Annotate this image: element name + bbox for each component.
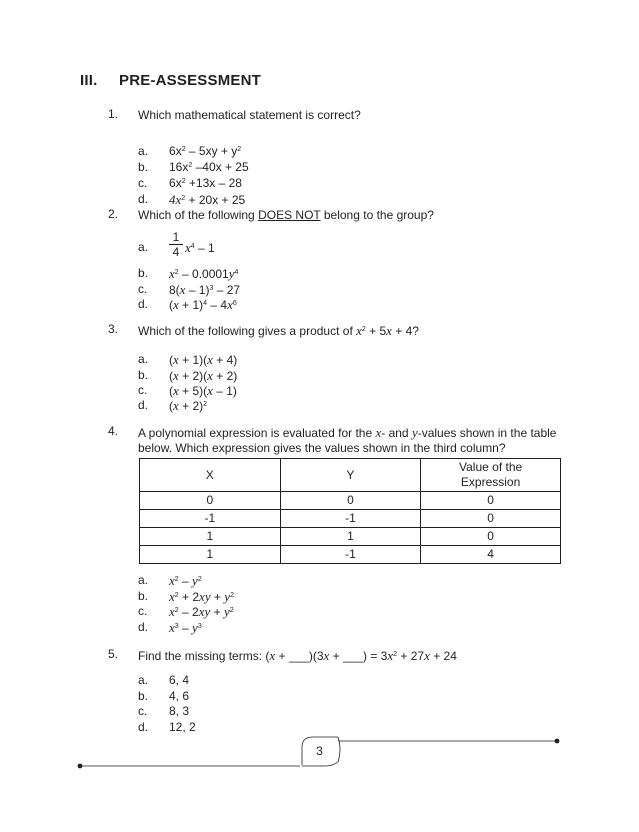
question-4-text-line1: A polynomial expression is evaluated for the x- and y-values shown in the table: [138, 425, 557, 440]
table-cell: 0: [421, 492, 561, 510]
question-5-text: Find the missing terms: (x + ___)(3x + ___) = $3x^2 + 27x + 24$: [138, 648, 457, 663]
q4-option-c-label: c.: [138, 604, 148, 618]
q1-option-d-label: d.: [138, 192, 149, 206]
q2-option-b-label: b.: [138, 266, 149, 280]
question-3-number: 3.: [108, 322, 119, 336]
table-cell: -1: [140, 510, 281, 528]
q4-option-c: $x^2 - 2xy + y^2$: [169, 604, 234, 619]
q5-option-b-label: b.: [138, 689, 149, 703]
q3-option-c-label: c.: [138, 383, 148, 397]
table-header-y: Y: [280, 459, 421, 492]
q2-option-b: $x^2 - 0.0001y^4$: [169, 266, 239, 281]
q5-option-b: 4, 6: [169, 689, 190, 703]
q3-option-a: (x + 1)(x + 4): [169, 352, 238, 367]
question-1-number: 1.: [108, 107, 119, 121]
q3-option-a-label: a.: [138, 352, 149, 366]
section-heading: PRE-ASSESSMENT: [119, 72, 261, 89]
page-number: 3: [316, 744, 323, 758]
question-4-text-line2: below. Which expression gives the values shown in the third column?: [138, 441, 506, 455]
q4-option-d-label: d.: [138, 620, 149, 634]
q3-option-d: $(x + 2)^2$: [169, 398, 208, 413]
table-cell: -1: [280, 510, 421, 528]
q2-option-d-label: d.: [138, 297, 149, 311]
q1-option-a-label: a.: [138, 144, 149, 158]
table-cell: 4: [421, 546, 561, 564]
section-numeral: III.: [80, 72, 98, 89]
q2-option-a-fraction: 1 4: [169, 231, 183, 258]
q4-option-b-label: b.: [138, 589, 149, 603]
q5-option-d-label: d.: [138, 720, 149, 734]
q2-option-c-label: c.: [138, 282, 148, 296]
q2-option-d: $(x + 1)^4 - 4x^6$: [169, 297, 237, 312]
table-cell: 0: [280, 492, 421, 510]
q2-option-c: 8(x – 1)$^3$ – 27: [169, 282, 241, 297]
table-cell: 0: [140, 492, 281, 510]
q1-option-a: $6x^2 - 5xy + y^2$: [169, 144, 242, 158]
q5-option-d: 12, 2: [169, 720, 196, 734]
q4-option-d: $x^3 - y^3$: [169, 620, 202, 635]
q1-option-b: $16x^2$ –40x + 25: [169, 160, 249, 174]
q1-option-d: $4x^2 + 20x + 25$: [169, 192, 246, 207]
footer-left-dot: [78, 764, 83, 769]
question-4-number: 4.: [108, 424, 119, 438]
q1-option-b-label: b.: [138, 160, 149, 174]
table-cell: 1: [140, 528, 281, 546]
q1-option-c-label: c.: [138, 176, 148, 190]
question-5-number: 5.: [108, 647, 119, 661]
question-2-number: 2.: [108, 207, 119, 221]
q3-option-b-label: b.: [138, 368, 149, 382]
question-2-text: Which of the following DOES NOT belong to the group?: [138, 208, 434, 222]
table-header-value: Value of the Expression: [421, 459, 561, 492]
q5-option-a-label: a.: [138, 673, 149, 687]
q3-option-b: (x + 2)(x + 2): [169, 368, 238, 383]
q5-option-c: 8, 3: [169, 704, 190, 718]
table-cell: 0: [421, 528, 561, 546]
q2-option-a-label: a.: [138, 240, 149, 254]
table-cell: 0: [421, 510, 561, 528]
q5-option-a: 6, 4: [169, 673, 190, 687]
q3-option-d-label: d.: [138, 398, 149, 412]
table-cell: -1: [280, 546, 421, 564]
table-cell: 1: [140, 546, 281, 564]
q4-option-b: $x^2 + 2xy + y^2$: [169, 589, 234, 604]
q4-option-a: $x^2 - y^2$: [169, 573, 202, 588]
table-cell: 1: [280, 528, 421, 546]
question-3-text: Which of the following gives a product of $x^2 + 5x + 4$?: [138, 323, 419, 338]
question-1-text: Which mathematical statement is correct?: [138, 108, 361, 122]
q4-option-a-label: a.: [138, 573, 149, 587]
q3-option-c: (x + 5)(x – 1): [169, 383, 237, 398]
q1-option-c: $6x^2 +13x - 28$: [169, 176, 242, 190]
footer-right-dot: [555, 739, 560, 744]
table-header-x: X: [140, 459, 281, 492]
q5-option-c-label: c.: [138, 704, 148, 718]
q2-option-a: $x^4 - 1$: [185, 240, 215, 255]
